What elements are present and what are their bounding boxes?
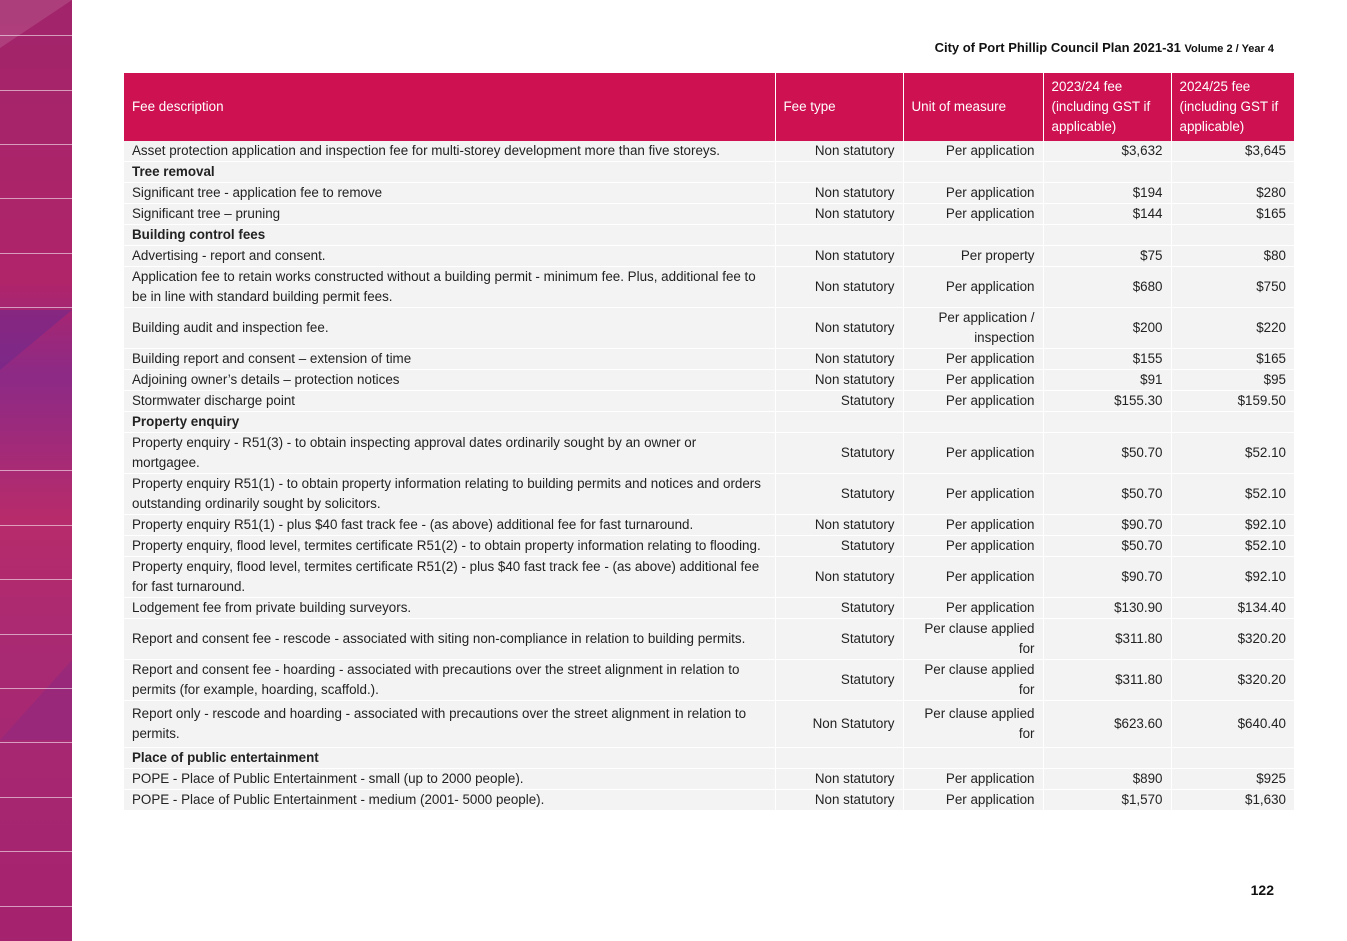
- cell-fee-description: Report only - rescode and hoarding - associated with precautions over the street alignment in relation to permits.: [124, 701, 775, 748]
- cell-fee-description: Application fee to retain works constructed without a building permit - minimum fee. Plus, additional fee to be in line with standard building permit fees.: [124, 267, 775, 308]
- cell-fee-2023-24: $75: [1043, 246, 1171, 267]
- document-title: City of Port Phillip Council Plan 2021-31: [934, 40, 1181, 55]
- cell-unit-of-measure: [903, 162, 1043, 183]
- table-row: [124, 433, 1294, 474]
- cell-fee-2024-25: [1171, 225, 1294, 246]
- cell-fee-type: Non statutory: [775, 557, 903, 598]
- cell-unit-of-measure: [903, 225, 1043, 246]
- cell-fee-2024-25: $3,645: [1171, 141, 1294, 162]
- cell-fee-type: Non statutory: [775, 769, 903, 790]
- cell-fee-2023-24: $50.70: [1043, 433, 1171, 474]
- side-band-line: [0, 797, 72, 798]
- cell-fee-2024-25: $80: [1171, 246, 1294, 267]
- cell-fee-2023-24: $623.60: [1043, 701, 1171, 748]
- table-row: [124, 557, 1294, 598]
- cell-fee-2023-24: $50.70: [1043, 474, 1171, 515]
- table-row: [124, 370, 1294, 391]
- cell-fee-description: Property enquiry - R51(3) - to obtain inspecting approval dates ordinarily sought by an owner or mortgagee.: [124, 433, 775, 474]
- cell-fee-2023-24: $890: [1043, 769, 1171, 790]
- cell-fee-2023-24: $90.70: [1043, 557, 1171, 598]
- cell-unit-of-measure: Per application: [903, 141, 1043, 162]
- cell-unit-of-measure: Per clause applied for: [903, 701, 1043, 748]
- side-band-line: [0, 90, 72, 91]
- cell-fee-type: Non statutory: [775, 246, 903, 267]
- column-header-fee-type: Fee type: [775, 73, 903, 141]
- cell-fee-2024-25: $92.10: [1171, 557, 1294, 598]
- cell-unit-of-measure: Per application: [903, 370, 1043, 391]
- table-section-row: [124, 412, 1294, 433]
- side-band-line: [0, 144, 72, 145]
- cell-fee-2023-24: $155: [1043, 349, 1171, 370]
- cell-fee-2024-25: [1171, 412, 1294, 433]
- table-section-row: [124, 162, 1294, 183]
- cell-fee-2023-24: [1043, 162, 1171, 183]
- cell-fee-description: Report and consent fee - rescode - associated with siting non-compliance in relation to building permits.: [124, 619, 775, 660]
- cell-unit-of-measure: Per application: [903, 349, 1043, 370]
- cell-fee-type: Non statutory: [775, 790, 903, 811]
- cell-fee-description: Tree removal: [124, 162, 775, 183]
- cell-fee-type: Non statutory: [775, 141, 903, 162]
- cell-unit-of-measure: Per application: [903, 474, 1043, 515]
- cell-unit-of-measure: Per property: [903, 246, 1043, 267]
- cell-fee-description: Significant tree - application fee to remove: [124, 183, 775, 204]
- cell-fee-description: Asset protection application and inspection fee for multi-storey development more than five storeys.: [124, 141, 775, 162]
- cell-fee-type: Non statutory: [775, 515, 903, 536]
- cell-fee-type: Statutory: [775, 660, 903, 701]
- table-row: [124, 515, 1294, 536]
- column-header-unit-of-measure: Unit of measure: [903, 73, 1043, 141]
- table-row: [124, 474, 1294, 515]
- cell-fee-description: Stormwater discharge point: [124, 391, 775, 412]
- cell-fee-2024-25: $220: [1171, 308, 1294, 349]
- cell-fee-description: Report and consent fee - hoarding - associated with precautions over the street alignment in relation to permits (for example, hoarding, scaffold.).: [124, 660, 775, 701]
- cell-fee-description: Significant tree – pruning: [124, 204, 775, 225]
- cell-fee-type: [775, 412, 903, 433]
- cell-fee-type: Non statutory: [775, 204, 903, 225]
- cell-fee-2024-25: $52.10: [1171, 433, 1294, 474]
- cell-fee-2024-25: $52.10: [1171, 474, 1294, 515]
- cell-unit-of-measure: Per application: [903, 183, 1043, 204]
- cell-fee-2023-24: $3,632: [1043, 141, 1171, 162]
- cell-unit-of-measure: Per application: [903, 557, 1043, 598]
- cell-fee-2024-25: [1171, 162, 1294, 183]
- cell-fee-2023-24: $1,570: [1043, 790, 1171, 811]
- cell-fee-description: Place of public entertainment: [124, 748, 775, 769]
- table-row: [124, 204, 1294, 225]
- cell-fee-2024-25: $320.20: [1171, 619, 1294, 660]
- side-band-line: [0, 906, 72, 907]
- side-band-line: [0, 253, 72, 254]
- document-header: [935, 40, 1274, 55]
- side-band-shape: [0, 0, 72, 48]
- cell-fee-type: Statutory: [775, 433, 903, 474]
- cell-fee-description: Building control fees: [124, 225, 775, 246]
- table-body: [124, 141, 1294, 811]
- table-row: [124, 246, 1294, 267]
- cell-fee-type: [775, 162, 903, 183]
- cell-fee-type: [775, 748, 903, 769]
- cell-fee-description: Property enquiry: [124, 412, 775, 433]
- cell-fee-2024-25: [1171, 748, 1294, 769]
- cell-unit-of-measure: Per application: [903, 433, 1043, 474]
- column-header-fee-description: Fee description: [124, 73, 775, 141]
- cell-fee-description: Lodgement fee from private building surveyors.: [124, 598, 775, 619]
- cell-fee-description: Property enquiry R51(1) - to obtain property information relating to building permits and notices and orders outstanding ordinarily sought by solicitors.: [124, 474, 775, 515]
- cell-fee-2024-25: $320.20: [1171, 660, 1294, 701]
- cell-unit-of-measure: Per application: [903, 536, 1043, 557]
- cell-fee-2023-24: $144: [1043, 204, 1171, 225]
- fees-table: [124, 73, 1294, 811]
- cell-fee-2024-25: $52.10: [1171, 536, 1294, 557]
- cell-unit-of-measure: Per application: [903, 790, 1043, 811]
- page-number: 122: [1250, 882, 1274, 898]
- cell-fee-type: Statutory: [775, 619, 903, 660]
- cell-fee-2024-25: $925: [1171, 769, 1294, 790]
- cell-fee-2024-25: $1,630: [1171, 790, 1294, 811]
- cell-fee-description: POPE - Place of Public Entertainment - small (up to 2000 people).: [124, 769, 775, 790]
- cell-fee-description: Building report and consent – extension of time: [124, 349, 775, 370]
- cell-fee-2023-24: $311.80: [1043, 619, 1171, 660]
- table-header-row: [124, 73, 1294, 141]
- cell-fee-2024-25: $750: [1171, 267, 1294, 308]
- cell-fee-2023-24: $155.30: [1043, 391, 1171, 412]
- table-row: [124, 660, 1294, 701]
- cell-fee-2023-24: $90.70: [1043, 515, 1171, 536]
- table-section-row: [124, 748, 1294, 769]
- cell-unit-of-measure: Per application: [903, 391, 1043, 412]
- cell-fee-2024-25: $165: [1171, 349, 1294, 370]
- cell-fee-type: Statutory: [775, 474, 903, 515]
- cell-fee-type: Non statutory: [775, 370, 903, 391]
- cell-unit-of-measure: Per clause applied for: [903, 619, 1043, 660]
- table-row: [124, 308, 1294, 349]
- cell-fee-2023-24: [1043, 225, 1171, 246]
- table-row: [124, 391, 1294, 412]
- cell-fee-description: Property enquiry, flood level, termites certificate R51(2) - to obtain property information relating to flooding.: [124, 536, 775, 557]
- cell-unit-of-measure: Per application: [903, 515, 1043, 536]
- side-band-line: [0, 198, 72, 199]
- cell-fee-2023-24: $200: [1043, 308, 1171, 349]
- side-band-line: [0, 742, 72, 743]
- cell-fee-2023-24: [1043, 412, 1171, 433]
- cell-fee-type: Statutory: [775, 598, 903, 619]
- table-row: [124, 183, 1294, 204]
- cell-fee-description: Advertising - report and consent.: [124, 246, 775, 267]
- cell-fee-description: Building audit and inspection fee.: [124, 308, 775, 349]
- column-header-fee-2023-24: 2023/24 fee (including GST if applicable): [1043, 73, 1171, 141]
- cell-fee-type: Non Statutory: [775, 701, 903, 748]
- document-volume: Volume 2 / Year 4: [1184, 43, 1274, 55]
- cell-fee-2024-25: $134.40: [1171, 598, 1294, 619]
- cell-fee-2023-24: $311.80: [1043, 660, 1171, 701]
- cell-fee-2024-25: $95: [1171, 370, 1294, 391]
- side-band-line: [0, 634, 72, 635]
- cell-fee-2024-25: $280: [1171, 183, 1294, 204]
- column-header-fee-2024-25: 2024/25 fee (including GST if applicable): [1171, 73, 1294, 141]
- cell-fee-2023-24: $680: [1043, 267, 1171, 308]
- cell-fee-description: Property enquiry R51(1) - plus $40 fast track fee - (as above) additional fee for fast turnaround.: [124, 515, 775, 536]
- cell-unit-of-measure: Per application: [903, 598, 1043, 619]
- side-band-line: [0, 688, 72, 689]
- cell-unit-of-measure: Per application: [903, 204, 1043, 225]
- cell-fee-2024-25: $159.50: [1171, 391, 1294, 412]
- decorative-side-band: [0, 0, 72, 941]
- side-band-line: [0, 851, 72, 852]
- side-band-shape: [0, 310, 72, 430]
- cell-fee-type: [775, 225, 903, 246]
- cell-unit-of-measure: [903, 748, 1043, 769]
- table-section-row: [124, 225, 1294, 246]
- cell-unit-of-measure: Per application / inspection: [903, 308, 1043, 349]
- cell-fee-type: Non statutory: [775, 308, 903, 349]
- cell-unit-of-measure: Per clause applied for: [903, 660, 1043, 701]
- side-band-line: [0, 35, 72, 36]
- table-row: [124, 141, 1294, 162]
- side-band-line: [0, 579, 72, 580]
- table-row: [124, 598, 1294, 619]
- side-band-line: [0, 307, 72, 308]
- cell-unit-of-measure: Per application: [903, 769, 1043, 790]
- side-band-line: [0, 470, 72, 471]
- side-band-line: [0, 525, 72, 526]
- side-band-shape: [0, 660, 72, 740]
- cell-fee-2024-25: $165: [1171, 204, 1294, 225]
- cell-fee-description: Property enquiry, flood level, termites certificate R51(2) - plus $40 fast track fee - (as above) additional fee for fast turnaround.: [124, 557, 775, 598]
- cell-fee-type: Statutory: [775, 536, 903, 557]
- cell-fee-2023-24: $130.90: [1043, 598, 1171, 619]
- cell-fee-description: POPE - Place of Public Entertainment - medium (2001- 5000 people).: [124, 790, 775, 811]
- cell-fee-2023-24: $50.70: [1043, 536, 1171, 557]
- cell-fee-type: Non statutory: [775, 267, 903, 308]
- cell-fee-type: Statutory: [775, 391, 903, 412]
- cell-fee-2023-24: $194: [1043, 183, 1171, 204]
- cell-unit-of-measure: Per application: [903, 267, 1043, 308]
- table-row: [124, 536, 1294, 557]
- cell-unit-of-measure: [903, 412, 1043, 433]
- cell-fee-description: Adjoining owner’s details – protection notices: [124, 370, 775, 391]
- table-row: [124, 769, 1294, 790]
- table-row: [124, 267, 1294, 308]
- table-row: [124, 701, 1294, 748]
- cell-fee-2024-25: $640.40: [1171, 701, 1294, 748]
- table-row: [124, 619, 1294, 660]
- cell-fee-2023-24: $91: [1043, 370, 1171, 391]
- table-row: [124, 349, 1294, 370]
- table-row: [124, 790, 1294, 811]
- cell-fee-2023-24: [1043, 748, 1171, 769]
- cell-fee-type: Non statutory: [775, 349, 903, 370]
- cell-fee-2024-25: $92.10: [1171, 515, 1294, 536]
- cell-fee-type: Non statutory: [775, 183, 903, 204]
